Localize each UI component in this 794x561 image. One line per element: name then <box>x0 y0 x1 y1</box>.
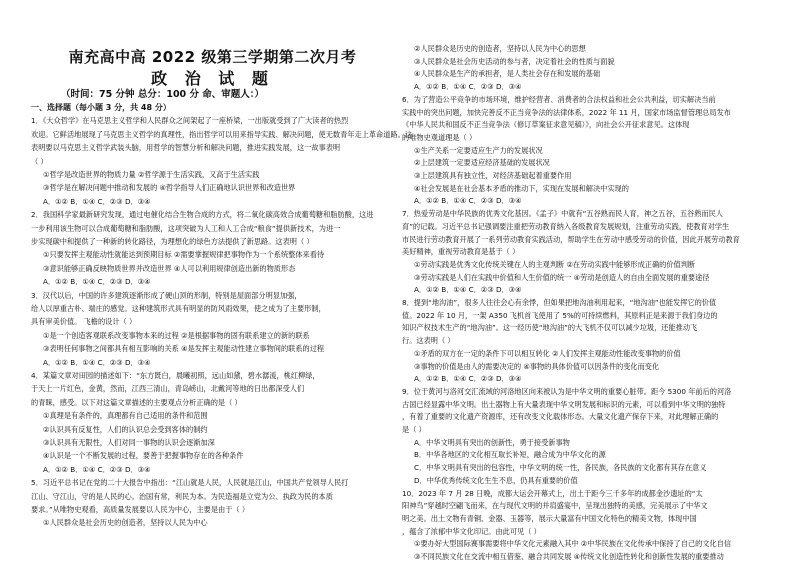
question-line: ①真理是有条件的，真理都有自己适用的条件和范围 <box>43 411 208 421</box>
question-line: A．①② B．①④ C．②③ D．③④ <box>414 285 522 295</box>
question-line: 实践中的突出问题，加快完善反不正当竞争法的法律体系，2022 年 11 月，国家市场监督管理总局发布 <box>402 107 731 117</box>
question-line: ③劳动实践是人们在实践中价值和人生价值的统一 ④劳动是创造人的自由全面发展的重要途径 <box>414 272 710 282</box>
school-title: 南充高中高 2022 级第三学期第二次月考 <box>68 48 357 66</box>
question-line: 一、选择题（每小题 3 分，共 48 分） <box>31 103 171 112</box>
question-line: A．①② B．①④ C．②③ D．③④ <box>43 464 151 474</box>
question-line: 2．我国科学家最新研究发现，通过电催化结合生物合成的方式，将二氧化碳高效合成葡萄糖和脂肪酸，这进 <box>31 210 374 220</box>
question-line: A．①② B．①④ C．②③ D．③④ <box>43 196 151 206</box>
question-line: 4．某篇文章对田园的描述如下：“东方既白，晨曦初照，远山如黛，碧水潺湲，桃红柳绿， <box>31 371 320 380</box>
question-line: 8．提到“地沟油”，很多人往往会心有余悸，但如果把地沟油利用起来，“地沟油”也能发挥它的价值 <box>402 298 717 307</box>
question-line: A．中华文明具有突出的创新性，勇于接受新事物 <box>414 437 570 447</box>
question-line: ①是一个创造客观联系改变事物本来的过程 ②是根据事物的固有联系建立的新的联系 <box>43 330 310 340</box>
question-line: ③事物的价值是由人的需要决定的 ④事物的具体价值可以因条件的变化而变化 <box>414 361 660 371</box>
question-line: 3．汉代以后，中国的许多建筑逐渐形成了硬山顶的形制，特别是屋面部分明显加强， <box>31 290 302 300</box>
question-line: C．中华文明具有突出的包容性，中华文明的统一性，各民族，各民族的文化都有其存在意义 <box>414 463 707 473</box>
question-line: 阳神鸟”穿越时空翩飞而来，在与现代文明的并肩盛宴中，呈现出独特的美感，完美展示了中华文 <box>402 501 708 511</box>
question-line: ，有着了重要的文化遗产资源库，还有改变文化载体形态。大量文化遗产保存下来，对此理解正确的 <box>402 412 719 422</box>
question-line: 行。这表明（ ） <box>402 336 455 346</box>
question-line: 古国已经显露中华文明。出土器物上有大量表现中华文明发展和标识的元素，可以看到中华文明的独特 <box>402 399 726 409</box>
question-line: ②认识具有反复性，人们的认识总会受到客体的制约 <box>43 424 208 434</box>
subject-title: 政 治 试 题 <box>151 69 274 88</box>
question-line: ①人民群众是社会历史的创造者，坚持以人民为中心 <box>43 518 208 528</box>
question-line: 欢迎。它鲜活地展现了马克思主义哲学的真理性，指出哲学可以用来指导实践、解决问题，使无数青年走上革命道路。这 <box>31 129 412 139</box>
question-line: B．中华各地区的文化相互取长补短，融合成为中华文化的源 <box>414 450 606 460</box>
question-line: 7．热爱劳动是中华民族的优秀文化基因。《孟子》中就有“五谷熟而民人育，神之五谷，五谷熟而民人 <box>402 209 723 219</box>
question-line: 美好精神，重视劳动教育是基于（ ） <box>402 247 520 257</box>
question-line: ②人民群众是历史的创造者，坚持以人民为中心的思想 <box>414 44 586 53</box>
question-line: 育”的记载。习近平总书记强调要注重把劳动教育纳入各级教育发展规划，注重劳动实践，使教育对学生 <box>402 221 730 231</box>
question-line: ③不同民族文化在交流中相互借鉴、融合共同发展 ④传统文化创造性转化和创新性发展的重要推动 <box>414 552 724 561</box>
question-line: ①哲学是改造世界的物质力量 ②哲学源于生活实践，又高于生活实践 <box>43 170 260 179</box>
question-line: ，蕴含了浓郁中华文化印记。由此可见（ ） <box>402 526 541 536</box>
question-line: ①只要发挥主观能动性就能达到预期目标 ②需要掌握规律把事物作为一个系统整体来看待 <box>43 250 325 260</box>
question-line: ③人民群众是社会历史活动的参与者，决定着社会的性质与面貌 <box>414 56 615 66</box>
question-line: ③意识能够正确反映物质世界并改造世界 ④人可以利用规律创造出新的物质形态 <box>43 263 296 273</box>
question-line: 1．《大众哲学》在马克思主义哲学和人民群众之间架起了一座桥梁，一出版就受到了广大读者的热烈 <box>31 116 349 126</box>
question-line: （ ） <box>31 156 48 166</box>
question-line: 江山、守江山，守的是人民的心。治国有常，利民为本。为民造福是立党为公、执政为民的本质 <box>31 491 333 501</box>
question-line: 要求。”从唯物史观看，高质量发展要以人民为中心，主要是由于（ ） <box>31 505 250 514</box>
question-line: ①要办好大型国际赛事需要将中华文化元素融入其中 ②中华民族在文化传承中保持了自己的文化自信 <box>414 539 732 549</box>
question-line: 市民进行劳动教育开展了一系列劳动教育实践活动，帮助学生在劳动中感受劳动的价值，因此开展劳动教育 <box>402 234 740 244</box>
question-line: 6．为了营造公平竞争的市场环境，维护经营者、消费者的合法权益和社会公共利益，切实解决当前 <box>402 94 716 104</box>
question-line: ①矛盾的双方在一定的条件下可以相互转化 ②人们发挥主观能动性能改变事物的价值 <box>414 348 681 358</box>
question-line: 于天上一片红色，金黄，然而，江西三清山，青岛崂山，北戴河等地的日出都深受人们 <box>31 384 305 394</box>
question-line: 的唯物史观道理是（ ） <box>402 132 477 142</box>
question-line: ③表明任何事物之间都具有相互影响的关系 ④是发挥主观能动性建立事物间的联系的过程 <box>43 344 325 354</box>
question-line: A．①② B．①④ C．②③ D．③④ <box>43 277 151 287</box>
question-line: 给人以厚重古朴、端庄的感觉。这种建筑形式具有明显的防风雨效果，使之成为了主要形制， <box>31 304 326 313</box>
question-line: 《中华人民共和国反不正当竞争法（修订草案征求意见稿）》，向社会公开征求意见。这体现 <box>402 120 690 130</box>
question-line: A．①② B．①④ C．②③ D．③④ <box>414 82 522 92</box>
exam-meta: （时间：75 分钟 总分：100 分 命、审题人：） <box>61 89 265 100</box>
question-line: ④社会发展是在社会基本矛盾的推动下，实现在发展和解决中实现的 <box>414 183 629 193</box>
question-line: ①生产关系一定要适应生产力的发展状况 <box>414 145 543 155</box>
question-line: 5．习近平总书记在党的二十大报告中指出：“江山就是人民，人民就是江山，中国共产党领导人民打 <box>31 478 349 488</box>
question-line: 步实现碳中和提供了一种新的转化路径，为理想化的绿色方法提供了新思路。这表明（ ） <box>31 237 314 246</box>
question-line: 9．位于黄河与洛河交汇流域的河洛地区向来被认为是中华文明的重要心脏带。距今 5300 年前后的河洛 <box>402 386 732 396</box>
question-line: 值。2022 年 10 月，一架 A350 飞机首飞使用了 5%的可持续燃料，其原料正是来源于我们身边的 <box>402 310 718 320</box>
question-line: 具有审美价值。 飞檐的设计（ ） <box>31 317 137 327</box>
question-line: ③认识具有无限性，人们对同一事物的认识会逐渐加深 <box>43 438 215 447</box>
question-line: A．①② B．①④ C．②③ D．③④ <box>43 357 151 367</box>
question-line: 是（ ） <box>402 425 426 434</box>
question-line: ③哲学是在解决问题中推动和发展的 ④哲学指导人们正确地认识世界和改造世界 <box>43 183 296 193</box>
question-line: A．①② B．①④ C．②③ D．③④ <box>414 374 522 384</box>
question-line: 的青睐，感受。以下对这篇文章描述的主要观点分析正确的是（ ） <box>31 397 242 407</box>
question-line: 一步利用该生物可以合成葡萄糖和脂肪酸，这项突破为人工和人工合成“粮食”提供新技术，为进一 <box>31 223 341 233</box>
question-line: 10．2023 年 7 月 28 日晚，成都大运会开幕式上，出土于距今三千多年的成都金沙遗址的“太 <box>402 488 703 498</box>
question-line: 表明要以马克思主义哲学武装头脑，用哲学的智慧分析和解决问题，推进实践发展，这一故事表明 <box>31 143 341 153</box>
question-line: ④认识是一个不断发展的过程，要善于把握事物存在的各种条件 <box>43 451 244 461</box>
question-line: ②上层建筑一定要适应经济基础的发展状况 <box>414 158 550 168</box>
question-line: D．中华优秀传统文化生生不息，仍具有重要的价值 <box>414 475 578 485</box>
question-line: ①劳动实践是优秀文化传统关键在人的主观判断 ②在劳动实践中能够形成正确的价值判断 <box>414 259 696 269</box>
question-line: 明之美。出土文物有青铜、金器、玉器等，展示大量富有中国文化特色的精美文物，体现中国 <box>402 513 697 523</box>
question-line: ③上层建筑具有独立性，对经济基础起着重要作用 <box>414 171 572 180</box>
question-line: 知识产权技术生产的“地沟油”。这一经历使“地沟油”的大飞机不仅可以减少垃圾，还能推动飞 <box>402 323 698 333</box>
question-line: A．①② B．①④ C．②③ D．③④ <box>414 196 522 206</box>
question-line: ④人民群众是生产的承担者，是人类社会存在和发展的基础 <box>414 69 601 79</box>
